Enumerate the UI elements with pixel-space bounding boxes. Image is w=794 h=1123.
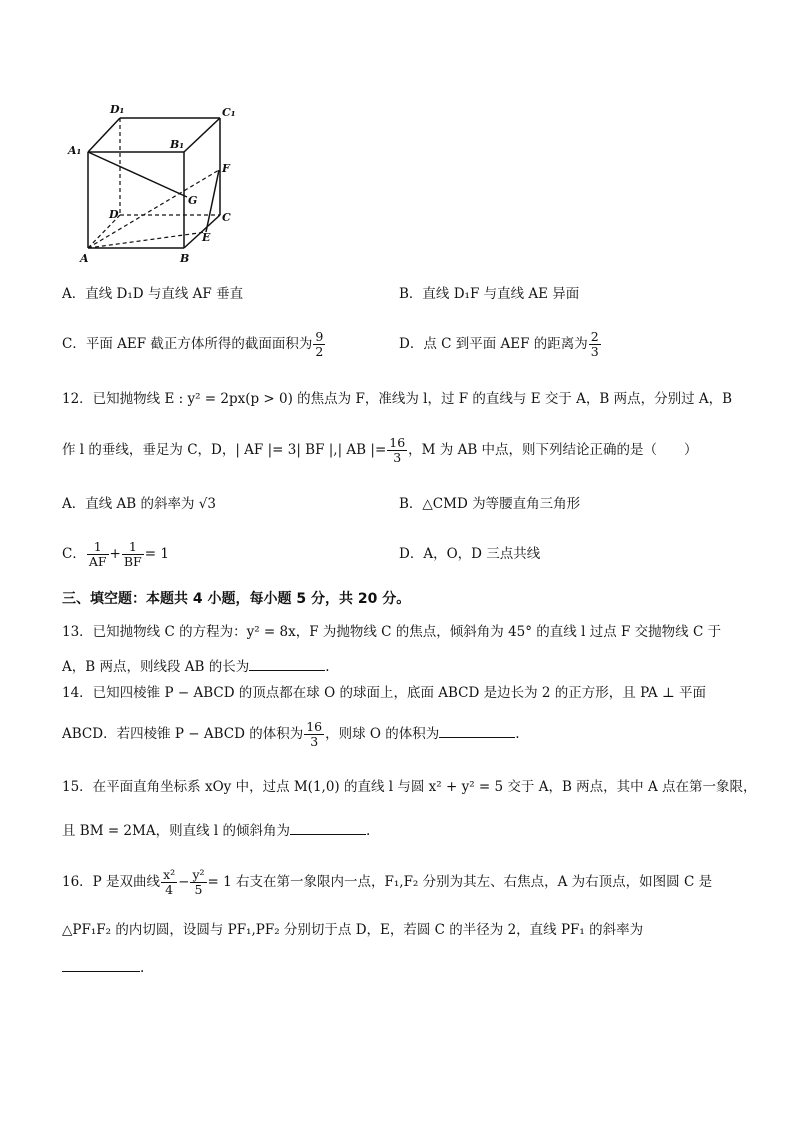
label-F: F	[222, 162, 230, 175]
answer-blank[interactable]	[249, 656, 325, 671]
q12-stem-text: 作 l 的垂线，垂足为 C，D，| AF |= 3| BF |,| AB |=	[62, 442, 387, 458]
fraction: $\frac{16}{3}$	[306, 719, 323, 749]
period: .	[366, 823, 371, 839]
q11-option-c-text: C．平面 AEF 截正方体所得的截面面积为	[62, 336, 313, 352]
q12-option-a: A．直线 AB 的斜率为 √3	[62, 496, 216, 512]
fraction: $\frac{2}{3}$	[590, 329, 599, 359]
label-C1: C₁	[222, 106, 236, 119]
fraction: $\frac{16}{3}$	[389, 435, 406, 465]
label-G: G	[188, 194, 198, 207]
q16-line2: △PF₁F₂ 的内切圆，设圆与 PF₁,PF₂ 分别切于点 D，E，若圆 C 的半径为 2，直线 PF₁ 的斜率为	[62, 922, 644, 938]
q16-text: = 1 右支在第一象限内一点，F₁,F₂ 分别为其左、右焦点，A 为右顶点，如图圆 C 是	[207, 874, 713, 890]
q14-line1: 14．已知四棱锥 P − ABCD 的顶点都在球 O 的球面上，底面 ABCD 是边长为 2 的正方形，且 PA ⊥ 平面	[62, 685, 706, 701]
q12-option-d: D．A，O，D 三点共线	[399, 546, 541, 562]
fraction: $\frac{9}{2}$	[315, 329, 324, 359]
minus-sign: −	[178, 874, 190, 890]
fraction: $\frac{\text{y²}}{5}$	[192, 867, 205, 897]
q13-line1: 13．已知抛物线 C 的方程为：y² = 8x，F 为抛物线 C 的焦点，倾斜角为 45° 的直线 l 过点 F 交抛物线 C 于	[62, 624, 722, 640]
q16-line1	[62, 868, 712, 897]
equation-rhs: = 1	[144, 546, 169, 562]
answer-blank[interactable]	[290, 820, 366, 835]
label-B: B	[180, 252, 190, 265]
q12-stem-line1: 12．已知抛物线 E : y² = 2px(p > 0) 的焦点为 F，准线为 l，过 F 的直线与 E 交于 A，B 两点，分别过 A，B	[62, 391, 733, 407]
q16-text: 16．P 是双曲线	[62, 874, 161, 890]
label-D: D	[109, 208, 119, 221]
period: .	[515, 726, 520, 742]
answer-blank[interactable]	[62, 957, 140, 972]
q11-option-a: A．直线 D₁D 与直线 AF 垂直	[62, 286, 244, 302]
q15-text: 且 BM = 2MA，则直线 l 的倾斜角为	[62, 823, 290, 839]
q15-line1: 15．在平面直角坐标系 xOy 中，过点 M(1,0) 的直线 l 与圆 x² + y² = 5 交于 A，B 两点，其中 A 点在第一象限，	[62, 779, 757, 795]
q12-stem-text: ，M 为 AB 中点，则下列结论正确的是（ ）	[408, 442, 698, 458]
cube-figure	[62, 100, 252, 265]
q12-option-b: B．△CMD 为等腰直角三角形	[399, 496, 581, 512]
section-heading: 三、填空题：本题共 4 小题，每小题 5 分，共 20 分。	[62, 591, 411, 607]
answer-blank[interactable]	[439, 723, 515, 738]
q12-option-c-label: C．	[62, 546, 86, 562]
period: .	[140, 960, 145, 976]
label-A: A	[80, 252, 89, 265]
q14-text: ABCD．若四棱锥 P − ABCD 的体积为	[62, 726, 304, 742]
q12-option-c	[62, 540, 169, 569]
q12-stem-line2	[62, 436, 698, 465]
fraction: $\frac{\text{x²}}{4}$	[163, 867, 176, 897]
label-D1: D₁	[110, 103, 125, 116]
plus-sign: +	[109, 546, 121, 562]
q11-option-d	[399, 330, 602, 359]
label-C: C	[222, 211, 231, 224]
q11-option-d-text: D．点 C 到平面 AEF 的距离为	[399, 336, 588, 352]
q14-line2	[62, 720, 520, 749]
q14-text: ，则球 O 的体积为	[325, 726, 440, 742]
fraction: $\frac{1}{BF}$	[123, 539, 142, 569]
q16-line3	[62, 957, 144, 978]
q11-option-c	[62, 330, 326, 359]
q15-line2	[62, 820, 370, 841]
q13-line2	[62, 656, 330, 677]
q13-text: A，B 两点，则线段 AB 的长为	[62, 659, 250, 675]
q11-option-b: B．直线 D₁F 与直线 AE 异面	[399, 286, 580, 302]
fraction: $\frac{1}{AF}$	[88, 539, 107, 569]
period: .	[325, 659, 330, 675]
label-B1: B₁	[170, 138, 185, 151]
label-E: E	[202, 231, 211, 244]
label-A1: A₁	[68, 144, 82, 157]
